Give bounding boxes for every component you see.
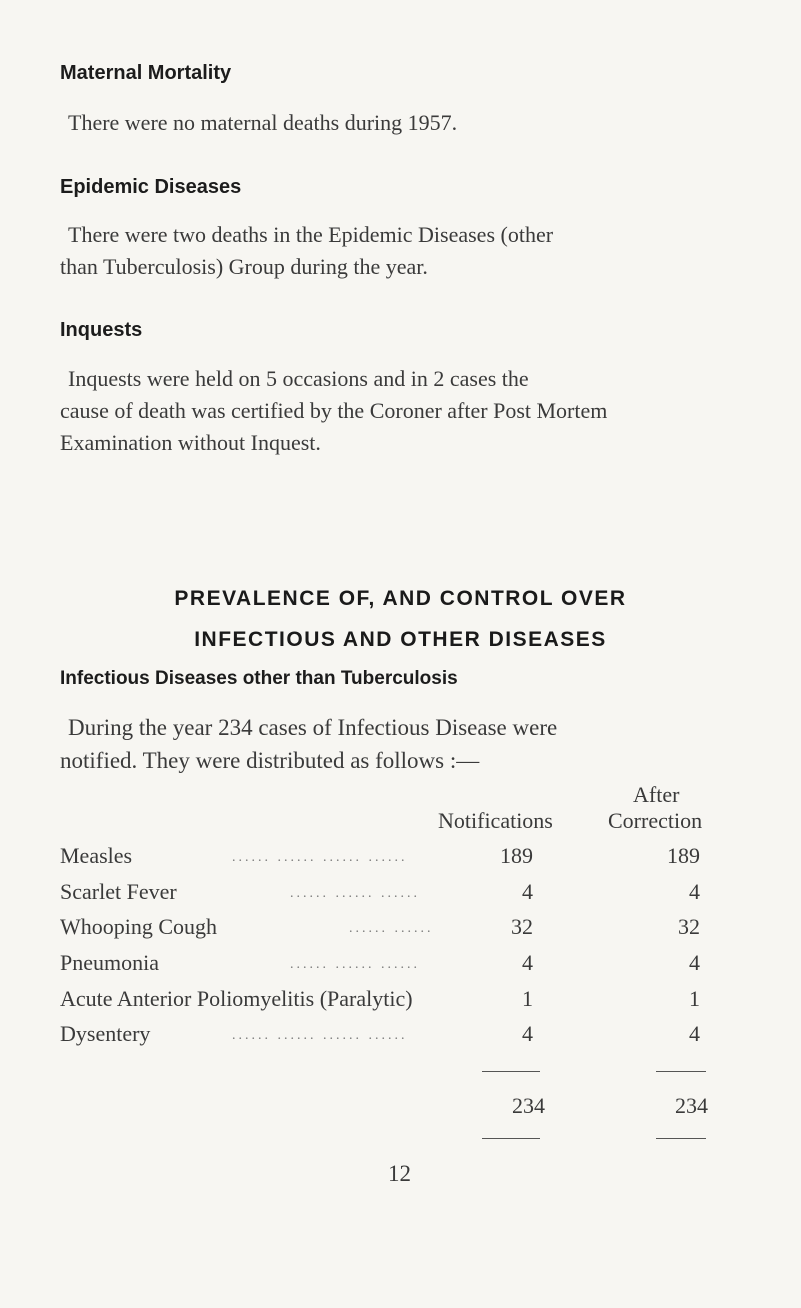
total-after-correction: 234 bbox=[675, 1093, 708, 1118]
disease-name: Dysentery bbox=[60, 1021, 151, 1046]
total-rule-bottom-notifications bbox=[482, 1138, 540, 1139]
inquests-text-line2: cause of death was certified by the Coroner after Post Mortem bbox=[60, 398, 608, 423]
notifications-value: 1 bbox=[522, 986, 533, 1011]
maternal-mortality-text: There were no maternal deaths during 1957. bbox=[68, 110, 458, 135]
notifications-value: 32 bbox=[511, 914, 533, 939]
disease-name: Measles bbox=[60, 843, 133, 868]
leader-dots: ...... ...... ...... ...... bbox=[232, 1028, 408, 1043]
epidemic-text-line1: There were two deaths in the Epidemic Diseases (other bbox=[68, 222, 554, 247]
notifications-value: 4 bbox=[522, 1021, 533, 1046]
prevalence-intro-line1: During the year 234 cases of Infectious Disease were bbox=[68, 715, 558, 740]
after-correction-value: 189 bbox=[667, 843, 700, 868]
prevalence-title-line1: PREVALENCE OF, AND CONTROL OVER bbox=[174, 587, 627, 610]
disease-name: Pneumonia bbox=[60, 950, 159, 975]
leader-dots: ...... ...... ...... ...... bbox=[232, 850, 408, 865]
after-correction-value: 4 bbox=[689, 950, 700, 975]
disease-name: Scarlet Fever bbox=[60, 879, 177, 904]
leader-dots: ...... ...... ...... bbox=[290, 886, 420, 901]
page-number: 12 bbox=[388, 1161, 411, 1186]
after-correction-value: 32 bbox=[678, 914, 700, 939]
notifications-value: 4 bbox=[522, 879, 533, 904]
inquests-heading: Inquests bbox=[60, 319, 143, 341]
prevalence-intro-line2: notified. They were distributed as follows :— bbox=[60, 748, 480, 773]
notifications-value: 189 bbox=[500, 843, 533, 868]
after-correction-value: 4 bbox=[689, 879, 700, 904]
epidemic-diseases-heading: Epidemic Diseases bbox=[60, 176, 242, 198]
epidemic-text-line2: than Tuberculosis) Group during the year. bbox=[60, 254, 428, 279]
total-rule-bottom-after bbox=[656, 1138, 706, 1139]
after-correction-value: 4 bbox=[689, 1021, 700, 1046]
total-rule-top-after bbox=[656, 1071, 706, 1072]
after-correction-value: 1 bbox=[689, 986, 700, 1011]
inquests-text-line3: Examination without Inquest. bbox=[60, 430, 321, 455]
disease-name: Acute Anterior Poliomyelitis (Paralytic) bbox=[60, 986, 413, 1011]
column-header-notifications: Notifications bbox=[438, 808, 553, 833]
leader-dots: ...... ...... ...... bbox=[290, 957, 420, 972]
total-notifications: 234 bbox=[512, 1093, 545, 1118]
maternal-mortality-heading: Maternal Mortality bbox=[60, 62, 232, 84]
disease-name: Whooping Cough bbox=[60, 914, 218, 939]
column-header-after-line2: Correction bbox=[608, 808, 703, 833]
infectious-diseases-subheading: Infectious Diseases other than Tuberculosis bbox=[60, 668, 458, 689]
leader-dots: ...... ...... bbox=[349, 921, 434, 936]
prevalence-title-line2: INFECTIOUS AND OTHER DISEASES bbox=[194, 628, 607, 651]
notifications-value: 4 bbox=[522, 950, 533, 975]
total-rule-top-notifications bbox=[482, 1071, 540, 1072]
inquests-text-line1: Inquests were held on 5 occasions and in 2 cases the bbox=[68, 366, 529, 391]
column-header-after-line1: After bbox=[633, 782, 680, 807]
